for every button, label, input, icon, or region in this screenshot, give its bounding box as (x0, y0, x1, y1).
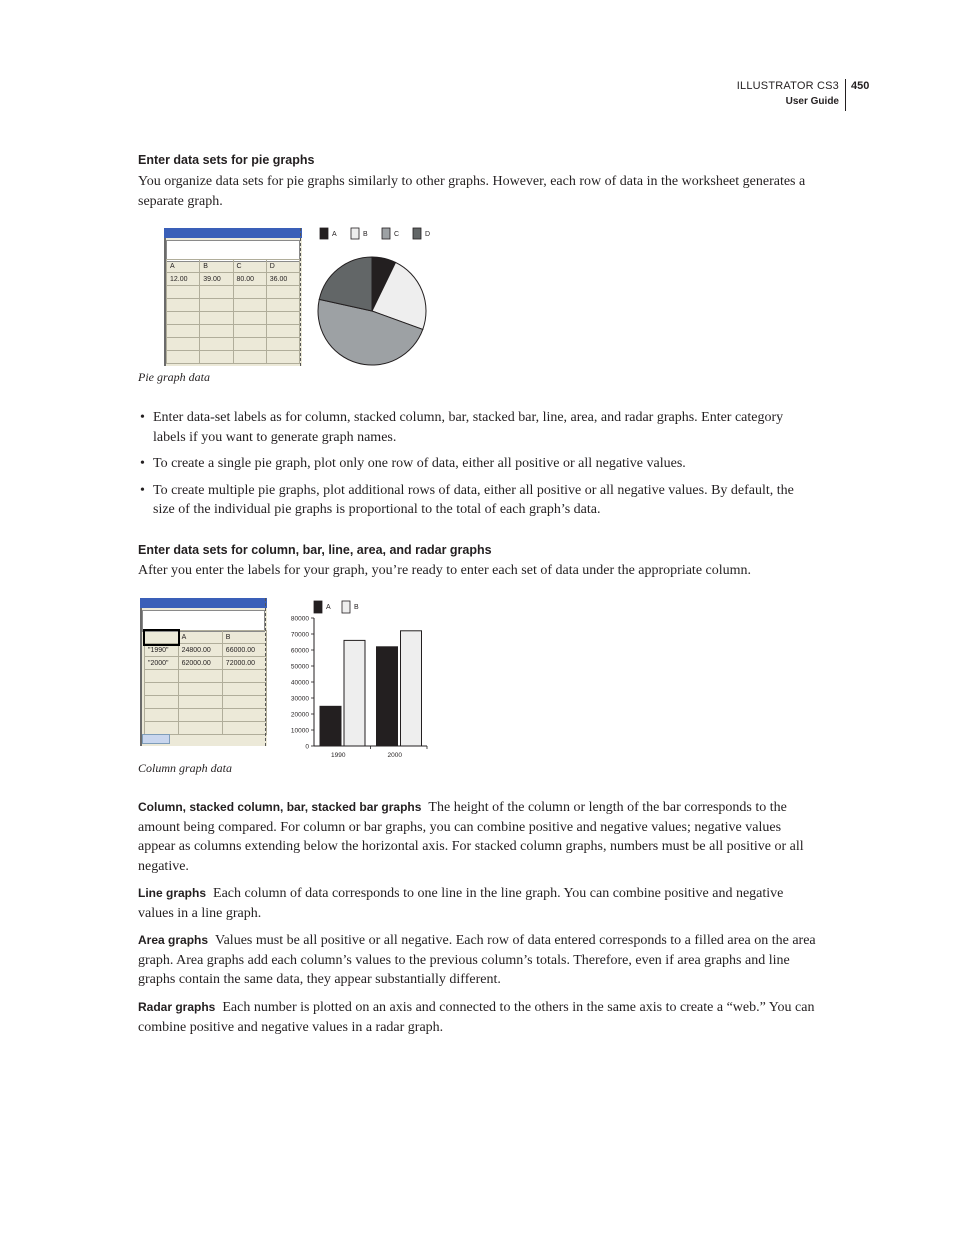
y-tick-label: 80000 (290, 615, 309, 623)
table-row (145, 722, 267, 735)
pie-caption: Pie graph data (138, 370, 210, 384)
table-cell[interactable] (200, 338, 233, 351)
table-row (145, 644, 267, 657)
table-cell[interactable] (222, 670, 266, 683)
header-title: ILLUSTRATOR CS3 (736, 80, 839, 92)
table-cell[interactable] (233, 286, 266, 299)
table-cell[interactable]: 39.00 (200, 273, 233, 286)
table-cell[interactable] (167, 286, 200, 299)
table-cell[interactable] (266, 325, 299, 338)
table-cell[interactable] (167, 299, 200, 312)
table-cell[interactable] (167, 338, 200, 351)
legend-label-A: A (332, 231, 337, 238)
table-row (167, 312, 300, 325)
definition-area-graphs (138, 931, 816, 990)
section2-body: After you enter the labels for your graph, you’re ready to enter each set of data under the appropriate column. (138, 563, 752, 578)
table-cell[interactable] (167, 325, 200, 338)
table-cell[interactable] (167, 351, 200, 364)
table-cell[interactable] (233, 312, 266, 325)
bar-B-2000 (401, 631, 422, 746)
table-cell[interactable] (222, 683, 266, 696)
table-cell[interactable] (266, 299, 299, 312)
bar-B-1990 (344, 640, 365, 746)
definition-term: Area graphs (138, 933, 209, 947)
table-cell[interactable] (233, 351, 266, 364)
table-header-cell[interactable] (145, 631, 179, 644)
page-number: 450 (851, 80, 870, 92)
table-cell[interactable] (266, 351, 299, 364)
table-row (167, 325, 300, 338)
table-row (167, 351, 300, 364)
table-cell[interactable] (200, 312, 233, 325)
column-data-table (144, 630, 267, 735)
table-row (145, 670, 267, 683)
table-row (145, 709, 267, 722)
table-cell[interactable]: 12.00 (167, 273, 200, 286)
legend-swatch-A (314, 601, 322, 613)
table-cell[interactable]: 80.00 (233, 273, 266, 286)
y-tick-label: 60000 (290, 647, 309, 655)
legend-swatch-C (382, 228, 390, 239)
y-tick-label: 70000 (290, 631, 309, 639)
section2-heading: Enter data sets for column, bar, line, area, and radar graphs (138, 543, 492, 557)
table-cell[interactable] (233, 325, 266, 338)
pie-graph (310, 222, 440, 372)
table-cell[interactable] (266, 312, 299, 325)
definition-text: Each column of data corresponds to one line in the line graph. You can combine positive and negative values in a line graph. (138, 886, 784, 921)
list-item: • Enter data-set labels as for column, stacked column, bar, stacked bar, line, area, and radar graphs. Enter category labels if you want to generate graph names. (138, 408, 816, 447)
table-row (167, 260, 300, 273)
table-cell[interactable] (178, 683, 222, 696)
definition-text: Values must be all positive or all negative. Each row of data entered corresponds to a filled area on the area graph. Area graphs add each column’s values to the previous column’s totals. Therefore, even if area graphs and line graphs contain the same data, they appear substantially different. (138, 933, 816, 987)
table-cell[interactable] (266, 286, 299, 299)
definition-column-graphs (138, 798, 816, 876)
table-cell[interactable] (145, 709, 179, 722)
bar-A-1990 (320, 706, 341, 746)
table-cell[interactable]: 66000.00 (222, 644, 266, 657)
table-cell[interactable] (200, 325, 233, 338)
definition-text: Each number is plotted on an axis and connected to the others in the same axis to create a “web.” You can combine positive and negative values in a radar graph. (138, 1000, 815, 1035)
legend-label-B: B (363, 231, 368, 238)
table-cell[interactable]: 62000.00 (178, 657, 222, 670)
y-tick-label: 50000 (290, 663, 309, 671)
x-tick-label: 2000 (387, 752, 402, 759)
table-cell[interactable] (178, 670, 222, 683)
table-header-cell[interactable]: A (178, 631, 222, 644)
table-cell[interactable]: 36.00 (266, 273, 299, 286)
x-tick-label: 1990 (331, 752, 346, 759)
worksheet-titlebar (164, 228, 302, 238)
definition-radar-graphs (138, 998, 816, 1037)
list-item: • To create a single pie graph, plot only one row of data, either all positive or all negative values. (138, 454, 816, 474)
definition-term: Line graphs (138, 886, 207, 900)
table-row (167, 286, 300, 299)
section1-heading: Enter data sets for pie graphs (138, 153, 315, 167)
table-cell[interactable] (167, 312, 200, 325)
column-worksheet (140, 598, 267, 746)
table-cell[interactable] (222, 722, 266, 735)
table-cell[interactable] (200, 351, 233, 364)
horizontal-scrollbar[interactable] (142, 734, 170, 744)
table-row (145, 696, 267, 709)
table-row (167, 273, 300, 286)
table-row (167, 299, 300, 312)
table-header-cell[interactable]: C (233, 260, 266, 273)
definition-term: Radar graphs (138, 1000, 216, 1014)
table-cell[interactable] (200, 286, 233, 299)
table-cell[interactable] (178, 722, 222, 735)
y-tick-label: 20000 (290, 711, 309, 719)
table-cell[interactable] (222, 709, 266, 722)
worksheet-titlebar (140, 598, 267, 608)
table-cell[interactable] (145, 722, 179, 735)
column-graph (282, 596, 432, 762)
table-row (167, 338, 300, 351)
pie-worksheet (164, 228, 302, 366)
definition-term: Column, stacked column, bar, stacked bar graphs (138, 800, 422, 814)
table-cell[interactable] (145, 696, 179, 709)
y-tick-label: 0 (305, 743, 309, 751)
table-header-cell[interactable]: B (222, 631, 266, 644)
table-row (145, 631, 267, 644)
legend-swatch-A (320, 228, 328, 239)
table-cell[interactable] (178, 709, 222, 722)
legend-label-C: C (394, 231, 400, 238)
worksheet-entry-field[interactable] (142, 610, 265, 632)
table-row (145, 683, 267, 696)
definition-line-graphs (138, 884, 816, 923)
bullet-list (138, 408, 816, 527)
table-cell[interactable] (233, 299, 266, 312)
definition-text: The height of the column or length of the bar corresponds to the amount being compared. For column or bar graphs, you can combine positive and negative values; negative values appear as columns extending below the horizontal axis. For stacked column graphs, numbers must be all positive or all negative. (138, 800, 804, 874)
list-item: • To create multiple pie graphs, plot additional rows of data, either all positive or all negative values. By default, the size of the individual pie graphs is proportional to the total of each graph’s data. (138, 481, 816, 520)
table-cell[interactable]: 72000.00 (222, 657, 266, 670)
legend-label-A: A (326, 604, 331, 611)
table-cell[interactable] (233, 338, 266, 351)
table-cell[interactable]: "2000" (145, 657, 179, 670)
column-caption: Column graph data (138, 761, 233, 775)
table-cell[interactable] (178, 696, 222, 709)
table-header-cell[interactable]: D (266, 260, 299, 273)
table-cell[interactable] (145, 670, 179, 683)
table-cell[interactable]: "1990" (145, 644, 179, 657)
legend-swatch-B (351, 228, 359, 239)
pie-data-table (166, 259, 300, 364)
table-cell[interactable] (222, 696, 266, 709)
table-header-cell[interactable]: A (167, 260, 200, 273)
table-cell[interactable] (200, 299, 233, 312)
y-tick-label: 10000 (290, 727, 309, 735)
table-cell[interactable]: 24800.00 (178, 644, 222, 657)
table-header-cell[interactable]: B (200, 260, 233, 273)
header-subtitle: User Guide (785, 96, 839, 107)
y-tick-label: 30000 (290, 695, 309, 703)
running-header (737, 79, 846, 111)
section1-body: You organize data sets for pie graphs similarly to other graphs. However, each row of data in the worksheet generates a separate graph. (138, 174, 806, 209)
table-cell[interactable] (266, 338, 299, 351)
legend-label-D: D (425, 231, 431, 238)
table-row (145, 657, 267, 670)
legend-swatch-D (413, 228, 421, 239)
y-tick-label: 40000 (290, 679, 309, 687)
legend-swatch-B (342, 601, 350, 613)
table-cell[interactable] (145, 683, 179, 696)
bar-A-2000 (377, 647, 398, 746)
legend-label-B: B (354, 604, 359, 611)
